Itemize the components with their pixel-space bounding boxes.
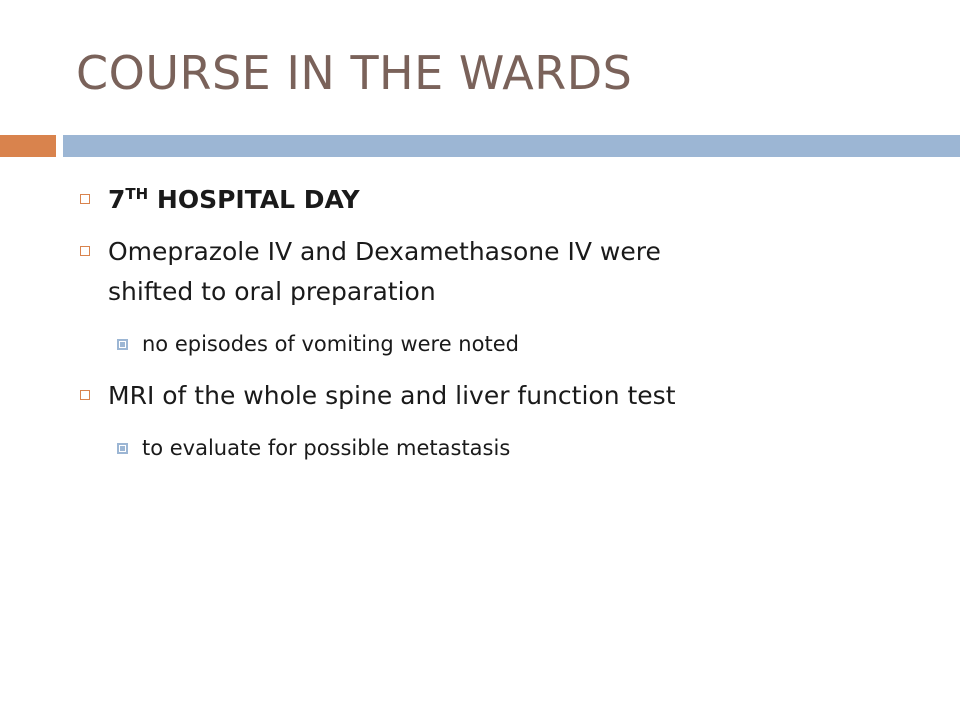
hollow-square-bullet-icon [80,194,90,204]
bullet-list [78,180,938,464]
filled-square-bullet-icon [117,443,128,454]
bullet-text: MRI of the whole spine and liver function test [108,381,676,410]
bullet-item-mri [78,376,938,416]
bullet-text-line2: shifted to oral preparation [108,277,436,306]
bullet-text-line1: Omeprazole IV and Dexamethasone IV were [108,237,661,266]
sub-bullet-metastasis [78,432,938,464]
title-accent-bar [0,135,56,157]
hollow-square-bullet-icon [80,390,90,400]
hollow-square-bullet-icon [80,246,90,256]
bullet-text: 7 [108,185,126,214]
sub-bullet-text: to evaluate for possible metastasis [142,436,511,460]
bullet-item-hospital-day [78,180,938,220]
filled-square-bullet-icon [117,339,128,350]
bullet-item-medication-shift [78,232,938,312]
ordinal-superscript: TH [125,185,149,203]
sub-bullet-text: no episodes of vomiting were noted [142,332,519,356]
bullet-text-after: HOSPITAL DAY [148,185,360,214]
sub-bullet-no-vomiting [78,328,938,360]
title-rule-bar [63,135,960,157]
slide-title: COURSE IN THE WARDS [76,46,633,100]
